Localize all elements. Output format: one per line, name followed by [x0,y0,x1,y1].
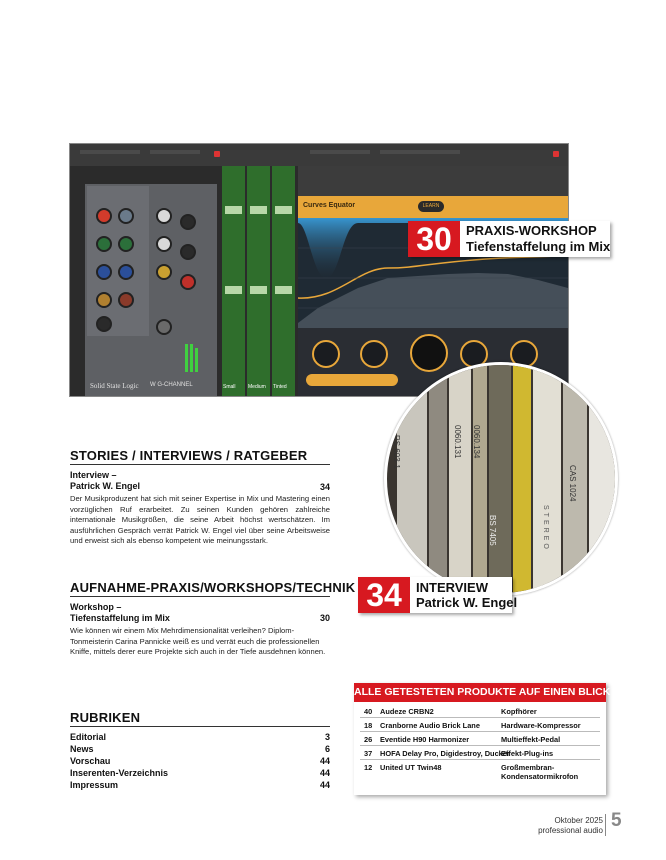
record-spines-photo [384,362,618,596]
entry-page[interactable]: 34 [319,482,330,492]
rubrik-row[interactable] [70,780,330,792]
rubrik-page: 44 [319,768,330,778]
product-page: 18 [364,721,373,730]
spine-label-2: 0060.131 [453,425,462,459]
channel-strip-3 [272,166,295,396]
callout-line1: INTERVIEW [416,580,488,595]
callout-line2: Patrick W. Engel [416,595,518,610]
section-rule [70,464,330,465]
product-page: 26 [364,735,373,744]
spine-label-5: CAS 1024 [568,465,577,502]
section-heading-stories: STORIES / INTERVIEWS / RATGEBER [70,448,308,463]
product-overview-heading: ALLE GETESTETEN PRODUKTE AUF EINEN BLICK [354,683,606,702]
footer-magazine-name: professional audio [538,826,603,835]
section-heading-praxis: AUFNAHME-PRAXIS/WORKSHOPS/TECHNIK [70,580,356,595]
section-rule [70,596,330,597]
callout-line2: Tiefenstaffelung im Mix [466,239,611,254]
interview-callout[interactable] [358,577,518,613]
spine-label-1: RS 603-1 [392,435,401,469]
hero-screenshot [69,143,569,397]
rubrik-row[interactable] [70,756,330,768]
entry-title[interactable]: Patrick W. Engel [70,481,141,491]
page-number: 5 [611,810,622,831]
ssl-brand-label: Solid State Logic [90,382,139,390]
rubrik-label: Editorial [70,732,107,742]
rubrik-label: Vorschau [70,756,111,766]
callout-line1: PRAXIS-WORKSHOP [466,223,597,238]
entry-kicker[interactable]: Interview – [70,470,117,480]
footer-issue-date: Oktober 2025 [554,816,603,825]
rubrik-page: 3 [324,732,330,742]
learn-button[interactable]: LEARN [418,201,444,212]
entry-teaser: Wie können wir einem Mix Mehrdimensionalität verleihen? Diplom-Tonmeisterin Carina Pannicke weiß es und verrät euch die professionellen Kniffe, mittels derer eure Projekte sich auch in der Tiefe ausdehnen können. [70,626,326,657]
channel-strip-2 [247,166,270,396]
spine-label-6: STEREO [542,505,549,552]
product-page: 40 [364,707,373,716]
product-name: HOFA Delay Pro, Digidestroy, Ducker [380,749,510,758]
strip-label-1: Small [223,384,236,390]
section-heading-rubriken: RUBRIKEN [70,710,141,725]
rubrik-row[interactable] [70,732,330,744]
curves-brand: Curves Equator [303,202,356,209]
entry-page[interactable]: 30 [319,613,330,623]
section-rule [70,726,330,727]
product-category: Hardware-Kompressor [501,721,581,730]
spine-label-4: BS 7405 [488,515,497,546]
product-name: Cranborne Audio Brick Lane [380,721,480,730]
channel-strip-1 [222,166,245,396]
ssl-product-label: W G-CHANNEL [150,382,193,388]
footer-divider [605,814,606,836]
rubrik-page: 44 [319,780,330,790]
rubrik-row[interactable] [70,744,330,756]
spine-label-3: 0060.134 [472,425,481,459]
rubrik-label: Inserenten-Verzeichnis [70,768,169,778]
rubrik-label: Impressum [70,780,119,790]
entry-title[interactable]: Tiefenstaffelung im Mix [70,613,170,623]
product-category: Kopfhörer [501,707,537,716]
rubrik-row[interactable] [70,768,330,780]
entry-kicker[interactable]: Workshop – [70,602,122,612]
praxis-callout[interactable] [408,221,610,257]
callout-number: 30 [408,221,460,257]
product-category: Großmembran-Kondensatormikrofon [501,763,579,781]
callout-number: 34 [358,577,410,613]
product-category: Multieffekt-Pedal [501,735,561,744]
product-category: Effekt-Plug-ins [501,749,554,758]
product-page: 12 [364,763,373,772]
rubrik-page: 44 [319,756,330,766]
product-overview-box [354,683,611,795]
product-name: Eventide H90 Harmonizer [380,735,470,744]
rubrik-page: 6 [324,744,330,754]
product-name: Audeze CRBN2 [380,707,434,716]
strip-label-2: Medium [248,384,266,390]
entry-teaser: Der Musikproduzent hat sich mit seiner Expertise in Mix und Mastering einen vorzüglichen Ruf erarbeitet. Zu seinen Kunden gehören zahlreiche internationale Musikgrößen, die seine Arbeit höchst wertschätzen. Im ausführlichen Gespräch verrät Patrick W. Engel viel über seine Arbeitsweise und erweist sich als ebenso kompetent wie meinungsstark. [70,494,330,546]
strip-label-3: Tinted [273,384,287,390]
product-page: 37 [364,749,373,758]
rubrik-label: News [70,744,94,754]
daw-header [70,144,568,166]
product-name: United UT Twin48 [380,763,442,772]
